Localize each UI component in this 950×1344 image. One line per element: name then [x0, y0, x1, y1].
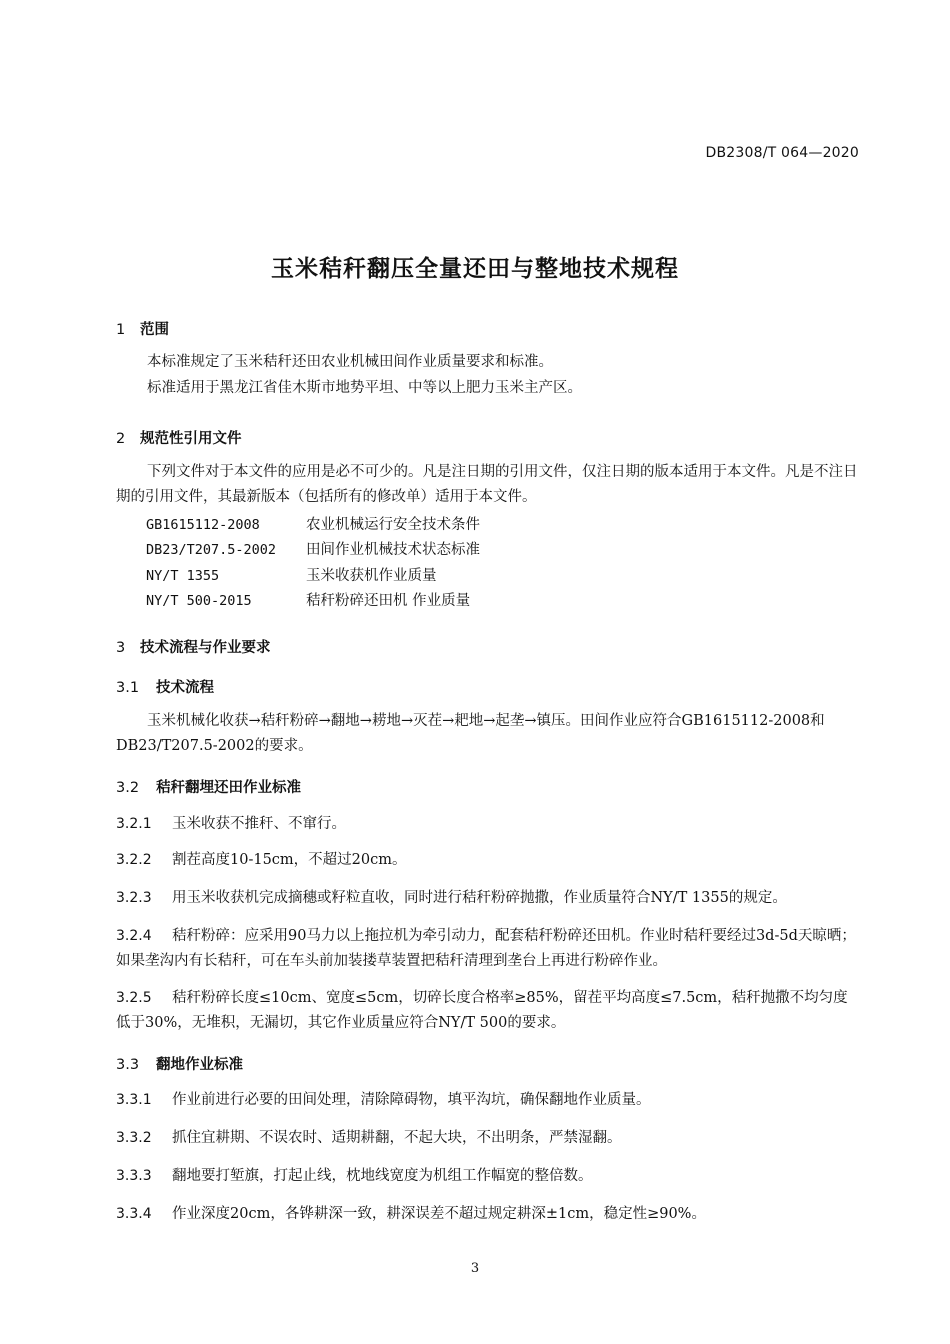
- clause-3-2-5: [116, 986, 860, 1036]
- clause-number: 3.2.1: [116, 816, 152, 832]
- subsection-3-3-heading: [116, 1053, 243, 1074]
- clause-number: 3.3.3: [116, 1168, 152, 1184]
- scope-paragraph-1: 本标准规定了玉米秸秆还田农业机械田间作业质量要求和标准。: [147, 354, 553, 370]
- document-title: 玉米秸秆翻压全量还田与整地技术规程: [271, 256, 679, 282]
- clause-text: 翻地要打堑旗，打起止线，枕地线宽度为机组工作幅宽的整倍数。: [172, 1168, 593, 1184]
- clause-3-3-1: [116, 1088, 860, 1113]
- section-number: 1: [116, 322, 126, 338]
- subsection-title: 秸秆翻埋还田作业标准: [156, 780, 301, 796]
- clause-3-2-3: [116, 886, 860, 911]
- clause-text: 玉米收获不推秆、不窜行。: [172, 816, 346, 832]
- section-number: 2: [116, 431, 126, 447]
- reference-name: 玉米收获机作业质量: [306, 568, 437, 584]
- section-1-heading: [116, 318, 169, 339]
- document-code: DB2308/T 064—2020: [705, 145, 859, 161]
- clause-text: 抓住宜耕期、不误农时、适期耕翻，不起大块，不出明条，严禁湿翻。: [172, 1130, 622, 1146]
- subsection-3-1-heading: [116, 676, 214, 697]
- subsection-3-2-heading: [116, 776, 301, 797]
- reference-item: [146, 589, 470, 610]
- technical-process-paragraph: 玉米机械化收获→秸秆粉碎→翻地→耢地→灭茬→耙地→起垄→镇压。田间作业应符合GB1615112-2008和DB23/T207.5-2002的要求。: [116, 713, 825, 754]
- clause-text: 秸秆粉碎长度≤10cm、宽度≤5cm，切碎长度合格率≥85%，留茬平均高度≤7.5cm，秸秆抛撒不均匀度低于30%，无堆积，无漏切，其它作业质量应符合NY/T 500的要求。: [116, 990, 848, 1031]
- reference-item: [146, 564, 437, 585]
- clause-text: 用玉米收获机完成摘穗或籽粒直收，同时进行秸秆粉碎抛撒，作业质量符合NY/T 1355的规定。: [172, 890, 787, 906]
- reference-name: 秸秆粉碎还田机 作业质量: [306, 593, 471, 609]
- page-number: 3: [470, 1261, 480, 1276]
- section-title: 范围: [140, 322, 169, 338]
- reference-name: 田间作业机械技术状态标准: [306, 542, 480, 558]
- reference-code: GB1615112-2008: [146, 517, 260, 533]
- clause-3-2-2: [116, 848, 860, 873]
- clause-3-3-3: [116, 1164, 860, 1189]
- reference-item: [146, 513, 480, 534]
- clause-3-3-2: [116, 1126, 860, 1151]
- clause-number: 3.2.3: [116, 890, 152, 906]
- clause-3-2-1: [116, 812, 860, 837]
- subsection-number: 3.2: [116, 780, 140, 796]
- section-2-heading: [116, 427, 242, 448]
- clause-text: 作业深度20cm，各铧耕深一致，耕深误差不超过规定耕深±1cm，稳定性≥90%。: [172, 1206, 706, 1222]
- clause-number: 3.2.4: [116, 928, 152, 944]
- clause-3-3-4: [116, 1202, 860, 1227]
- section-3-heading: [116, 636, 271, 657]
- clause-text: 作业前进行必要的田间处理，清除障碍物，填平沟坑，确保翻地作业质量。: [172, 1092, 651, 1108]
- clause-3-2-4: [116, 924, 860, 974]
- reference-code: NY/T 1355: [146, 568, 220, 584]
- subsection-title: 翻地作业标准: [156, 1057, 243, 1073]
- clause-number: 3.3.2: [116, 1130, 152, 1146]
- reference-code: NY/T 500-2015: [146, 593, 252, 609]
- clause-number: 3.2.2: [116, 852, 152, 868]
- clause-number: 3.3.4: [116, 1206, 152, 1222]
- scope-paragraph-2: 标准适用于黑龙江省佳木斯市地势平坦、中等以上肥力玉米主产区。: [147, 380, 582, 396]
- section-title: 技术流程与作业要求: [140, 640, 271, 656]
- section-number: 3: [116, 640, 126, 656]
- clause-text: 割茬高度10-15cm，不超过20cm。: [172, 852, 407, 868]
- subsection-number: 3.1: [116, 680, 140, 696]
- section-title: 规范性引用文件: [140, 431, 242, 447]
- reference-name: 农业机械运行安全技术条件: [306, 517, 480, 533]
- reference-code: DB23/T207.5-2002: [146, 542, 277, 558]
- clause-number: 3.3.1: [116, 1092, 152, 1108]
- clause-text: 秸秆粉碎：应采用90马力以上拖拉机为牵引动力，配套秸秆粉碎还田机。作业时秸秆要经过3d-5d天晾晒；如果垄沟内有长秸秆，可在车头前加装搂草装置把秸秆清理到垄台上再进行粉碎作业。: [116, 928, 856, 969]
- subsection-number: 3.3: [116, 1057, 140, 1073]
- reference-item: [146, 538, 480, 559]
- clause-number: 3.2.5: [116, 990, 152, 1006]
- normative-references-paragraph: 下列文件对于本文件的应用是必不可少的。凡是注日期的引用文件，仅注日期的版本适用于本文件。凡是不注日期的引用文件，其最新版本（包括所有的修改单）适用于本文件。: [116, 464, 858, 505]
- subsection-title: 技术流程: [156, 680, 214, 696]
